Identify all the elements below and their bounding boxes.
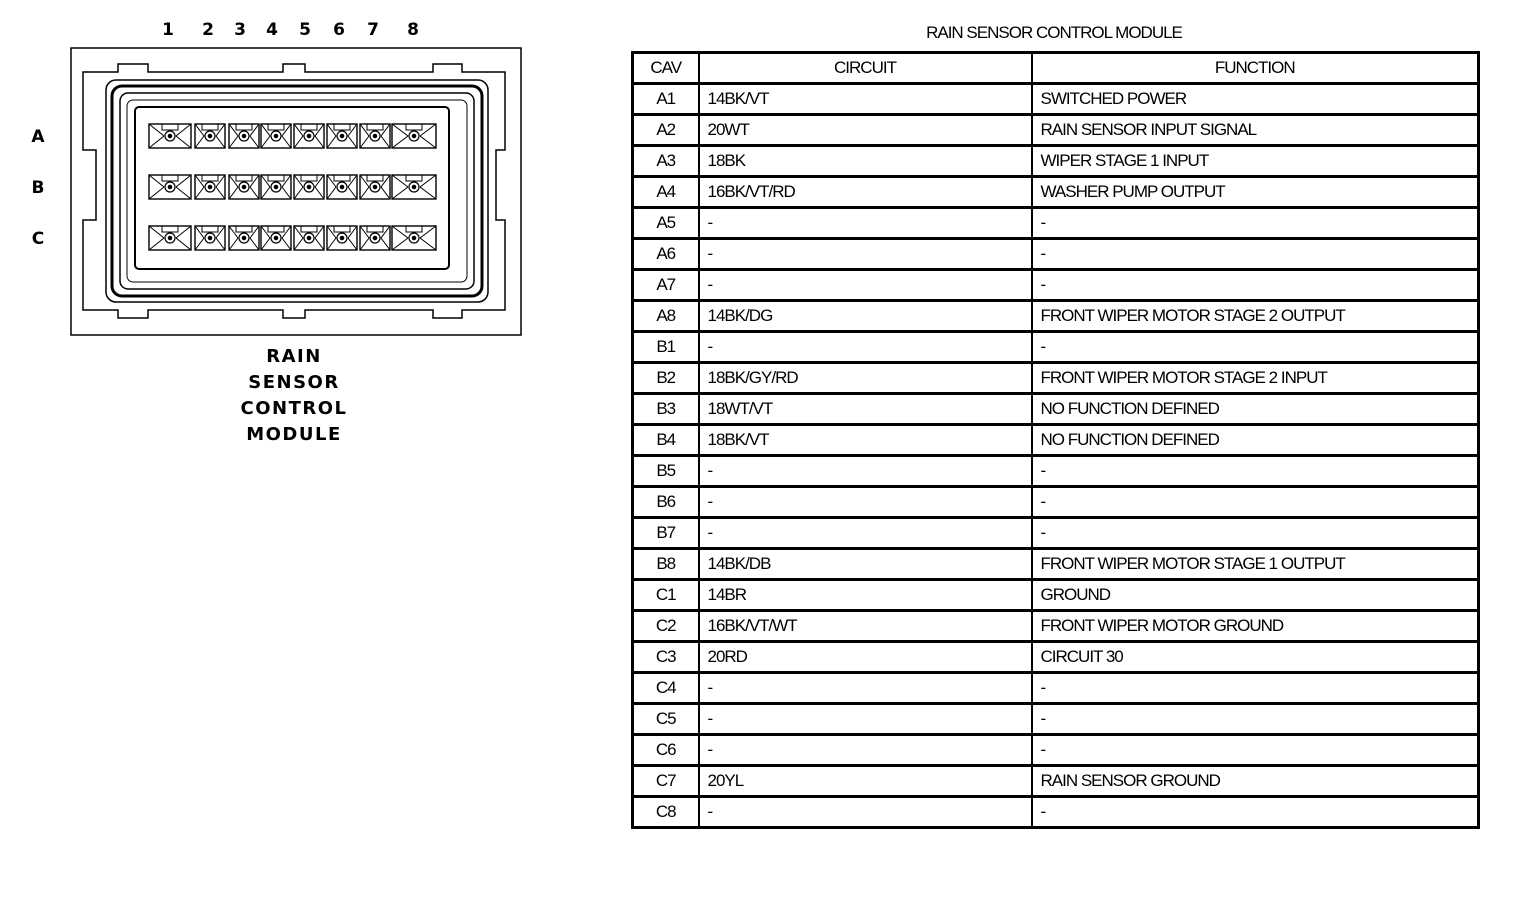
circuit-cell: - [699,332,1032,363]
cavity-terminal [195,226,225,250]
function-cell: FRONT WIPER MOTOR STAGE 1 OUTPUT [1032,549,1479,580]
cav-cell: B5 [633,456,699,487]
circuit-cell: 14BR [699,580,1032,611]
cavity-terminal [327,226,357,250]
cav-cell: C5 [633,704,699,735]
function-cell: - [1032,704,1479,735]
cavity-terminal [229,226,259,250]
table-row [633,642,1479,673]
table-row [633,208,1479,239]
cavity-terminal [149,124,191,148]
pin-number-label: 5 [299,20,311,40]
cavity-terminal [392,124,436,148]
circuit-cell: 18BK/GY/RD [699,363,1032,394]
table-row [633,797,1479,828]
pin-number-label: 3 [234,20,246,40]
table-row [633,270,1479,301]
cavity-terminal [392,175,436,199]
table-row [633,363,1479,394]
function-cell: RAIN SENSOR GROUND [1032,766,1479,797]
function-cell: FRONT WIPER MOTOR STAGE 2 OUTPUT [1032,301,1479,332]
cavity-terminal [261,124,291,148]
caption-line: MODULE [246,424,342,445]
circuit-cell: - [699,456,1032,487]
function-cell: - [1032,735,1479,766]
function-cell: - [1032,456,1479,487]
cavity-terminal [229,124,259,148]
function-cell: - [1032,270,1479,301]
cav-cell: B8 [633,549,699,580]
table-row [633,673,1479,704]
cav-cell: B1 [633,332,699,363]
circuit-cell: 16BK/VT/RD [699,177,1032,208]
table-row [633,301,1479,332]
cav-cell: A8 [633,301,699,332]
table-row [633,425,1479,456]
cav-cell: C2 [633,611,699,642]
circuit-cell: - [699,487,1032,518]
pin-number-labels [162,20,419,40]
cavity-terminal [294,226,324,250]
cav-cell: B3 [633,394,699,425]
cavity-terminals [149,124,436,250]
cavity-terminal [327,124,357,148]
cav-cell: C1 [633,580,699,611]
table-row [633,239,1479,270]
row-letter-label: C [31,229,45,249]
circuit-cell: 14BK/DB [699,549,1032,580]
cavity-terminal [360,124,390,148]
cav-cell: A7 [633,270,699,301]
cavity-terminal [360,175,390,199]
table-row [633,766,1479,797]
pin-number-label: 6 [333,20,345,40]
row-letter-labels [31,127,45,249]
cavity-terminal [149,175,191,199]
table-row [633,487,1479,518]
cavity-terminal [195,124,225,148]
cav-cell: B7 [633,518,699,549]
caption-line: RAIN [266,346,322,367]
function-cell: WIPER STAGE 1 INPUT [1032,146,1479,177]
table-row [633,518,1479,549]
table-row [633,456,1479,487]
circuit-cell: 18BK/VT [699,425,1032,456]
cav-cell: B4 [633,425,699,456]
cav-cell: C8 [633,797,699,828]
pin-number-label: 8 [407,20,419,40]
cav-cell: C3 [633,642,699,673]
cavity-terminal [229,175,259,199]
table-title: RAIN SENSOR CONTROL MODULE [926,23,1182,42]
circuit-cell: - [699,797,1032,828]
caption-line: SENSOR [248,372,340,393]
cavity-terminal [294,175,324,199]
cav-cell: A6 [633,239,699,270]
function-cell: NO FUNCTION DEFINED [1032,425,1479,456]
circuit-cell: - [699,518,1032,549]
table-row [633,394,1479,425]
circuit-cell: - [699,239,1032,270]
header-circuit: CIRCUIT [699,53,1032,84]
module-caption [214,344,374,448]
table-row [633,332,1479,363]
table-row [633,735,1479,766]
cavity-terminal [261,175,291,199]
function-cell: FRONT WIPER MOTOR GROUND [1032,611,1479,642]
cav-cell: C4 [633,673,699,704]
function-cell: - [1032,673,1479,704]
circuit-cell: - [699,704,1032,735]
function-cell: - [1032,239,1479,270]
circuit-cell: 18BK [699,146,1032,177]
connector-outer-shell [71,48,521,335]
cav-cell: B2 [633,363,699,394]
cav-cell: A5 [633,208,699,239]
cavity-terminal [294,124,324,148]
table-row [633,704,1479,735]
table-row [633,580,1479,611]
table-row [633,177,1479,208]
circuit-cell: 20YL [699,766,1032,797]
cav-cell: A3 [633,146,699,177]
circuit-cell: - [699,208,1032,239]
pin-number-label: 1 [162,20,174,40]
table-row [633,84,1479,115]
cav-cell: A1 [633,84,699,115]
row-letter-label: B [31,178,45,198]
function-cell: SWITCHED POWER [1032,84,1479,115]
table-header-row [633,53,1479,84]
function-cell: GROUND [1032,580,1479,611]
pinout-table [631,51,1480,829]
pin-number-label: 2 [202,20,214,40]
function-cell: - [1032,208,1479,239]
function-cell: CIRCUIT 30 [1032,642,1479,673]
cav-cell: A4 [633,177,699,208]
header-function: FUNCTION [1032,53,1479,84]
row-letter-label: A [31,127,45,147]
cavity-terminal [195,175,225,199]
cav-cell: C7 [633,766,699,797]
cavity-terminal [327,175,357,199]
function-cell: FRONT WIPER MOTOR STAGE 2 INPUT [1032,363,1479,394]
cav-cell: B6 [633,487,699,518]
cavity-terminal [261,226,291,250]
function-cell: - [1032,332,1479,363]
cav-cell: C6 [633,735,699,766]
circuit-cell: 14BK/DG [699,301,1032,332]
circuit-cell: 20RD [699,642,1032,673]
table-row [633,115,1479,146]
table-row [633,549,1479,580]
pin-number-label: 7 [367,20,379,40]
function-cell: WASHER PUMP OUTPUT [1032,177,1479,208]
cavity-terminal [149,226,191,250]
caption-line: CONTROL [240,398,348,419]
pin-number-label: 4 [266,20,278,40]
table-row [633,611,1479,642]
circuit-cell: - [699,735,1032,766]
function-cell: NO FUNCTION DEFINED [1032,394,1479,425]
circuit-cell: 18WT/VT [699,394,1032,425]
cavity-terminal [392,226,436,250]
function-cell: - [1032,518,1479,549]
table-row [633,146,1479,177]
circuit-cell: 14BK/VT [699,84,1032,115]
circuit-cell: - [699,270,1032,301]
circuit-cell: 20WT [699,115,1032,146]
circuit-cell: - [699,673,1032,704]
function-cell: RAIN SENSOR INPUT SIGNAL [1032,115,1479,146]
header-cav: CAV [633,53,699,84]
function-cell: - [1032,487,1479,518]
cav-cell: A2 [633,115,699,146]
function-cell: - [1032,797,1479,828]
cavity-terminal [360,226,390,250]
circuit-cell: 16BK/VT/WT [699,611,1032,642]
